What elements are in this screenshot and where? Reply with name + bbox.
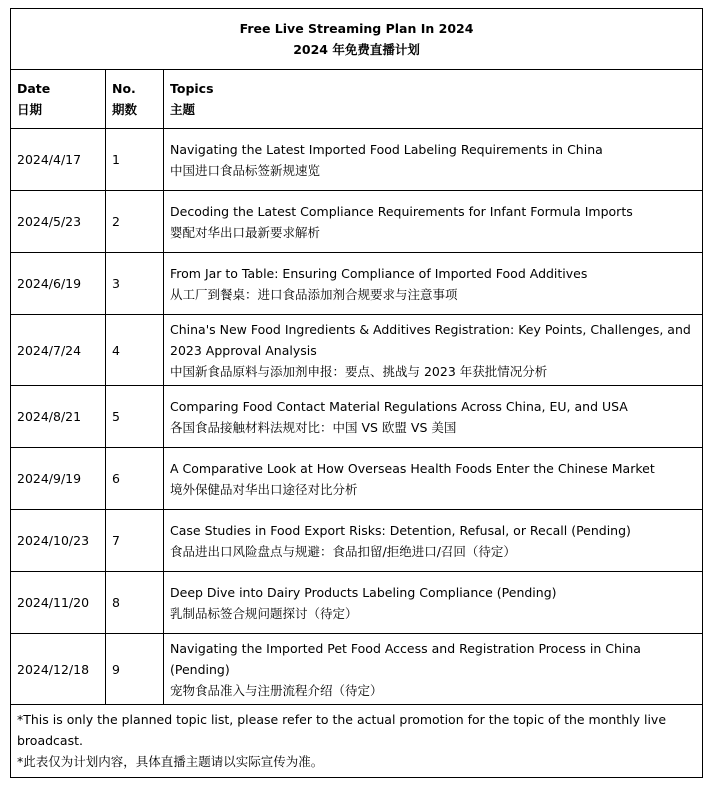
header-row [11,70,703,129]
row-date: 2024/11/20 [11,572,106,634]
table-title [11,9,703,70]
row-no: 1 [106,129,164,191]
footer-row [11,705,703,778]
row-topic [164,191,703,253]
topic-zh: 从工厂到餐桌：进口食品添加剂合规要求与注意事项 [170,286,458,302]
table-row [11,448,703,510]
table-row [11,315,703,386]
row-date: 2024/4/17 [11,129,106,191]
topic-en: Navigating the Latest Imported Food Labeling Requirements in China [170,141,603,157]
table-row [11,191,703,253]
row-topic [164,634,703,705]
row-date: 2024/10/23 [11,510,106,572]
topic-zh: 各国食品接触材料法规对比：中国 VS 欧盟 VS 美国 [170,419,457,435]
header-topics-zh: 主题 [170,102,196,117]
topic-en: Navigating the Imported Pet Food Access and Registration Process in China (Pending) [170,640,641,677]
row-date: 2024/7/24 [11,315,106,386]
footer-en: *This is only the planned topic list, please refer to the actual promotion for the topic of the monthly live broadcast. [17,712,667,748]
row-no: 8 [106,572,164,634]
row-no: 9 [106,634,164,705]
row-topic [164,572,703,634]
topic-en: Deep Dive into Dairy Products Labeling Compliance (Pending) [170,584,557,600]
table-row [11,634,703,705]
row-topic [164,448,703,510]
row-topic [164,315,703,386]
table-row [11,572,703,634]
row-date: 2024/8/21 [11,386,106,448]
header-no-en: No. [112,81,136,96]
row-topic [164,253,703,315]
header-no-zh: 期数 [112,102,138,117]
footer-note [11,705,703,778]
header-topics-en: Topics [170,81,214,96]
header-no [106,70,164,129]
header-topics [164,70,703,129]
header-date [11,70,106,129]
row-date: 2024/9/19 [11,448,106,510]
topic-en: Decoding the Latest Compliance Requirements for Infant Formula Imports [170,203,633,219]
topic-zh: 中国进口食品标签新规速览 [170,162,321,178]
topic-zh: 境外保健品对华出口途径对比分析 [170,481,358,497]
table-row [11,253,703,315]
plan-sheet [10,8,702,778]
row-no: 2 [106,191,164,253]
table-row [11,386,703,448]
topic-zh: 宠物食品准入与注册流程介绍（待定） [170,682,383,698]
row-no: 7 [106,510,164,572]
row-topic [164,386,703,448]
row-date: 2024/5/23 [11,191,106,253]
topic-en: From Jar to Table: Ensuring Compliance of Imported Food Additives [170,265,588,281]
topic-zh: 食品进出口风险盘点与规避：食品扣留/拒绝进口/召回（待定） [170,543,516,559]
row-no: 4 [106,315,164,386]
row-no: 3 [106,253,164,315]
plan-table [10,8,703,778]
topic-en: China's New Food Ingredients & Additives Registration: Key Points, Challenges, and 2023 Approval Analysis [170,321,691,358]
table-row [11,510,703,572]
topic-en: A Comparative Look at How Overseas Health Foods Enter the Chinese Market [170,460,655,476]
table-row [11,129,703,191]
header-date-zh: 日期 [17,102,43,117]
topic-zh: 中国新食品原料与添加剂申报：要点、挑战与 2023 年获批情况分析 [170,363,548,379]
row-topic [164,129,703,191]
row-date: 2024/12/18 [11,634,106,705]
row-date: 2024/6/19 [11,253,106,315]
row-no: 5 [106,386,164,448]
topic-zh: 婴配对华出口最新要求解析 [170,224,321,240]
row-no: 6 [106,448,164,510]
row-topic [164,510,703,572]
title-en: Free Live Streaming Plan In 2024 [239,21,474,36]
topic-zh: 乳制品标签合规问题探讨（待定） [170,605,358,621]
header-date-en: Date [17,81,51,96]
footer-zh: *此表仅为计划内容，具体直播主题请以实际宣传为准。 [17,754,324,769]
topic-en: Case Studies in Food Export Risks: Detention, Refusal, or Recall (Pending) [170,522,631,538]
topic-en: Comparing Food Contact Material Regulations Across China, EU, and USA [170,398,628,414]
title-zh: 2024 年免费直播计划 [293,42,420,57]
